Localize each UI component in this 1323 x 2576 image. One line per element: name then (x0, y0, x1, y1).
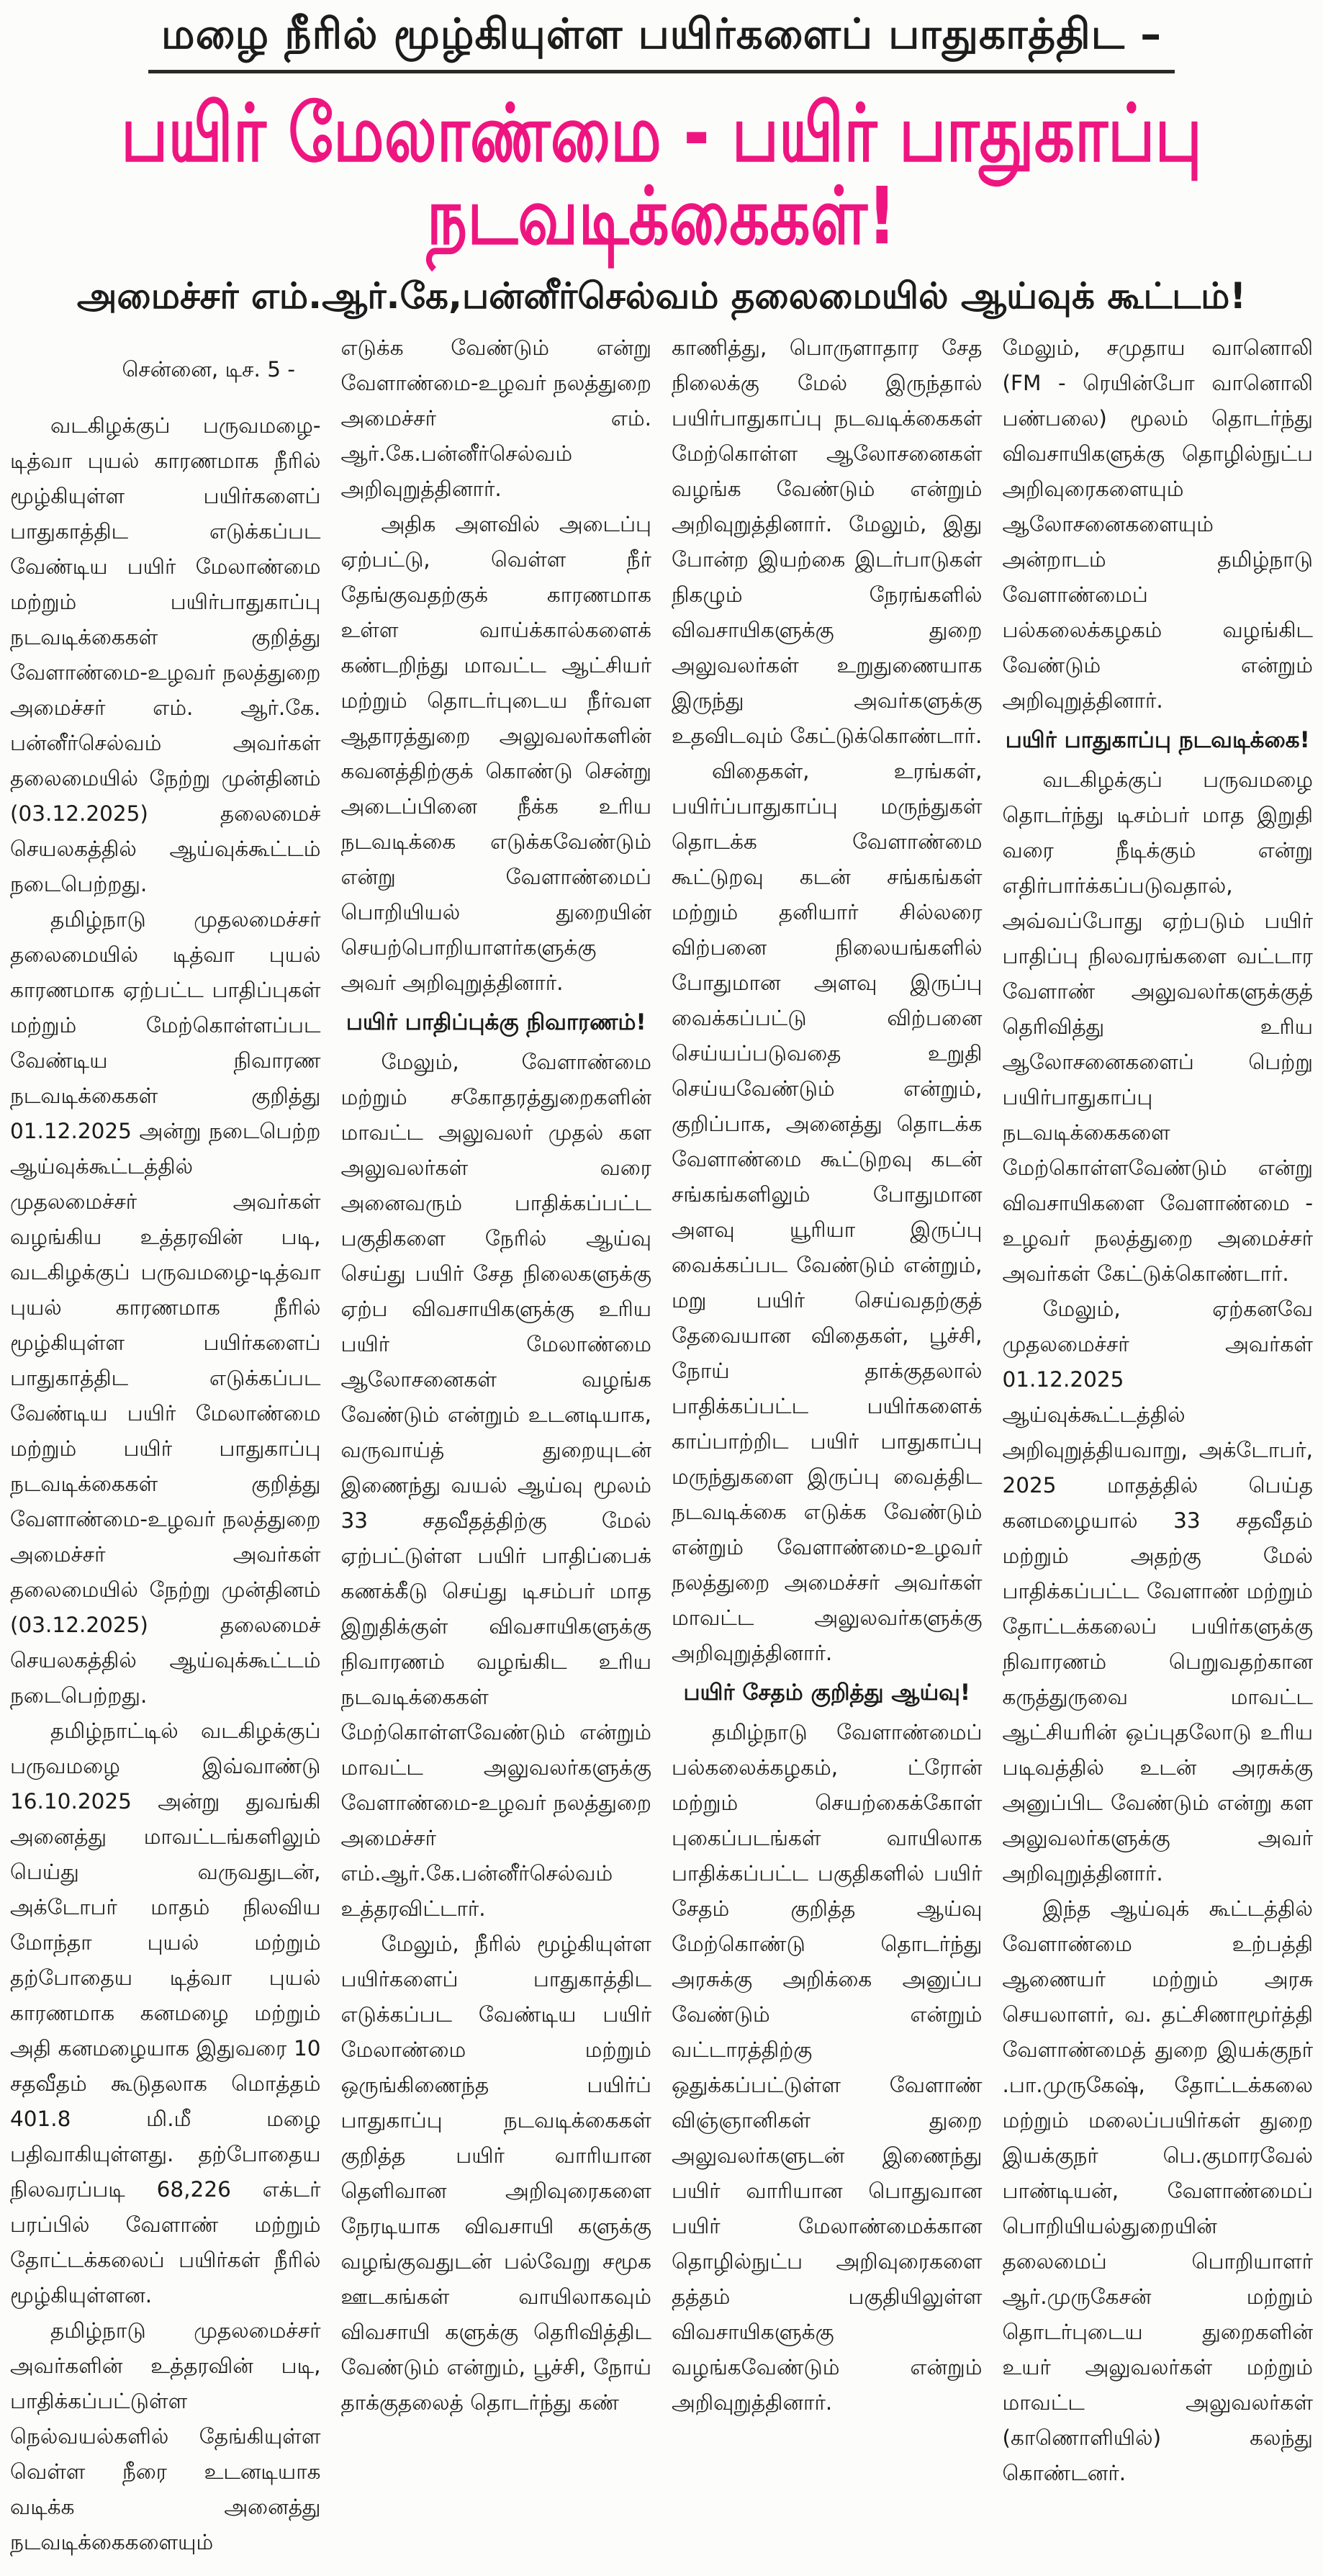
kicker-headline (0, 10, 1323, 73)
dateline: சென்னை, டிச. 5 - (122, 356, 296, 382)
article-paragraph: தமிழ்நாட்டில் வடகிழக்குப் பருவமழை இவ்வாண்டு 16.10.2025 அன்று துவங்கி அனைத்து மாவட்டங்களிலும் பெய்து வருவதுடன், அக்டோபர் மாதம் நிலவிய மோந்தா புயல் மற்றும் தற்போதைய டித்வா புயல் காரணமாக கனமழை மற்றும் அதி கனமழையாக இதுவரை 10 சதவீதம் கூடுதலாக மொத்தம் 401.8 மி.மீ மழை பதிவாகியுள்ளது. தற்போதைய நிலவரப்படி 68,226 எக்டர் பரப்பில் வேளாண் மற்றும் தோட்டக்கலைப் பயிர்கள் நீரில் மூழ்கியுள்ளன. (10, 1719, 321, 2308)
article-paragraph: வடகிழக்குப் பருவமழை தொடர்ந்து டிசம்பர் மாத இறுதி வரை நீடிக்கும் என்று எதிர்பார்க்கப்படுவதால், அவ்வப்போது ஏற்படும் பயிர் பாதிப்பு நிலவரங்களை வட்டார வேளாண் அலுவலர்களுக்குத் தெரிவித்து உரிய ஆலோசனைகளைப் பெற்று பயிர்பாதுகாப்பு நடவடிக்கைகளை மேற்கொள்ளவேண்டும் என்று விவசாயிகளை வேளாண்மை - உழவர் நலத்துறை அமைச்சர் அவர்கள் கேட்டுக்கொண்டார். (1002, 767, 1313, 1287)
main-headline: பயிர் மேலாண்மை - பயிர் பாதுகாப்பு நடவடிக்கைகள்! (120, 86, 1202, 263)
article-paragraph: மேலும், நீரில் மூழ்கியுள்ள பயிர்களைப் பாதுகாத்திட எடுக்கப்பட வேண்டிய பயிர் மேலாண்மை மற்றும் ஒருங்கிணைந்த பயிர்ப் பாதுகாப்பு நடவடிக்கைகள் குறித்த பயிர் வாரியான தெளிவான அறிவுரைகளை நேரடியாக விவசாயி களுக்கு வழங்குவதுடன் பல்வேறு சமூக ஊடகங்கள் வாயிலாகவும் விவசாயி களுக்கு தெரிவித்திட வேண்டும் என்றும், பூச்சி, நோய் தாக்குதலைத் தொடர்ந்து கண் (340, 1932, 651, 2415)
article-paragraph: மேலும், சமுதாய வானொலி (FM - ரெயின்போ வானொலி பண்பலை) மூலம் தொடர்ந்து விவசாயிகளுக்கு தொழில்நுட்ப அறிவுரைகளையும் ஆலோசனைகளையும் அன்றாடம் தமிழ்நாடு வேளாண்மைப் பல்கலைக்கழகம் வழங்கிட வேண்டும் என்றும் அறிவுறுத்தினார். (1002, 335, 1313, 713)
masthead (0, 0, 1323, 316)
section-subheading: பயிர் பாதிப்புக்கு நிவாரணம்! (346, 1009, 646, 1036)
article-paragraph: தமிழ்நாடு வேளாண்மைப் பல்கலைக்கழகம், ட்ரோன் மற்றும் செயற்கைக்கோள் புகைப்படங்கள் வாயிலாக பாதிக்கப்பட்ட பகுதிகளில் பயிர் சேதம் குறித்த ஆய்வு மேற்கொண்டு தொடர்ந்து அரசுக்கு அறிக்கை அனுப்ப வேண்டும் என்றும் வட்டாரத்திற்கு ஒதுக்கப்பட்டுள்ள வேளாண் விஞ்ஞானிகள் துறை அலுவலர்களுடன் இணைந்து பயிர் வாரியான பொதுவான பயிர் மேலாண்மைக்கான தொழில்நுட்ப அறிவுரைகளை தத்தம் பகுதியிலுள்ள விவசாயிகளுக்கு வழங்கவேண்டும் என்றும் அறிவுறுத்தினார். (672, 1720, 983, 2415)
article-paragraph: தமிழ்நாடு முதலமைச்சர் தலைமையில் டித்வா புயல் காரணமாக ஏற்பட்ட பாதிப்புகள் மற்றும் மேற்கொள்ளப்பட வேண்டிய நிவாரண நடவடிக்கைகள் குறித்து 01.12.2025 அன்று நடைபெற்ற ஆய்வுக்கூட்டத்தில் முதலமைச்சர் அவர்கள் வழங்கிய உத்தரவின் படி, வடகிழக்குப் பருவமழை-டித்வா புயல் காரணமாக நீரில் மூழ்கியுள்ள பயிர்களைப் பாதுகாத்திட எடுக்கப்பட வேண்டிய பயிர் மேலாண்மை மற்றும் பயிர் பாதுகாப்பு நடவடிக்கைகள் குறித்து வேளாண்மை-உழவர் நலத்துறை அமைச்சர் அவர்கள் தலைமையில் நேற்று முன்தினம் (03.12.2025) தலைமைச் செயலகத்தில் ஆய்வுக்கூட்டம் நடைபெற்றது. (10, 907, 321, 1708)
article-paragraph: மேலும், ஏற்கனவே முதலமைச்சர் அவர்கள் 01.12.2025 ஆய்வுக்கூட்டத்தில் அறிவுறுத்தியவாறு, அக்டோபர், 2025 மாதத்தில் பெய்த கனமழையால் 33 சதவீதம் மற்றும் அதற்கு மேல் பாதிக்கப்பட்ட வேளாண் மற்றும் தோட்டக்கலைப் பயிர்களுக்கு நிவாரணம் பெறுவதற்கான கருத்துருவை மாவட்ட ஆட்சியரின் ஒப்புதலோடு உரிய படிவத்தில் உடன் அரசுக்கு அனுப்பிட வேண்டும் என்று கள அலுவலர்களுக்கு அவர் அறிவுறுத்தினார். (1002, 1297, 1313, 1886)
article-column (1003, 330, 1314, 2576)
article-paragraph: வடகிழக்குப் பருவமழை-டித்வா புயல் காரணமாக நீரில் மூழ்கியுள்ள பயிர்களைப் பாதுகாத்திட எடுக்கப்பட வேண்டிய பயிர் மேலாண்மை மற்றும் பயிர்பாதுகாப்பு நடவடிக்கைகள் குறித்து வேளாண்மை-உழவர் நலத்துறை அமைச்சர் எம். ஆர்.கே. பன்னீர்செல்வம் அவர்கள் தலைமையில் நேற்று முன்தினம் (03.12.2025) தலைமைச் செயலகத்தில் ஆய்வுக்கூட்டம் நடைபெற்றது. (10, 413, 321, 897)
article-paragraph: அதிக அளவில் அடைப்பு ஏற்பட்டு, வெள்ள நீர் தேங்குவதற்குக் காரணமாக உள்ள வாய்க்கால்களைக் கண்டறிந்து மாவட்ட ஆட்சியர் மற்றும் தொடர்புடைய நீர்வள ஆதாரத்துறை அலுவலர்களின் கவனத்திற்குக் கொண்டு சென்று அடைப்பினை நீக்க உரிய நடவடிக்கை எடுக்கவேண்டும் என்று வேளாண்மைப் பொறியியல் துறையின் செயற்பொறியாளர்களுக்கு அவர் அறிவுறுத்தினார். (340, 512, 651, 996)
article-body (0, 316, 1323, 2576)
article-paragraph: இந்த ஆய்வுக் கூட்டத்தில் வேளாண்மை உற்பத்தி ஆணையர் மற்றும் அரசு செயலாளர், வ. தட்சிணாமூர்த்தி வேளாண்மைத் துறை இயக்குநர் .பா.முருகேஷ், தோட்டக்கலை மற்றும் மலைப்பயிர்கள் துறை இயக்குநர் பெ.குமாரவேல் பாண்டியன், வேளாண்மைப் பொறியியல்துறையின் தலைமைப் பொறியாளர் ஆர்.முருகேசன் மற்றும் தொடர்புடைய துறைகளின் உயர் அலுவலர்கள் மற்றும் மாவட்ட அலுவலர்கள் (காணொளியில்) கலந்து கொண்டனர். (1002, 1896, 1313, 2486)
article-paragraph: விதைகள், உரங்கள், பயிர்ப்பாதுகாப்பு மருந்துகள் தொடக்க வேளாண்மை கூட்டுறவு கடன் சங்கங்கள் மற்றும் தனியார் சில்லரை விற்பனை நிலையங்களில் போதுமான அளவு இருப்பு வைக்கப்பட்டு விற்பனை செய்யப்படுவதை உறுதி செய்யவேண்டும் என்றும், குறிப்பாக, அனைத்து தொடக்க வேளாண்மை கூட்டுறவு கடன் சங்கங்களிலும் போதுமான அளவு யூரியா இருப்பு வைக்கப்பட வேண்டும் என்றும், மறு பயிர் செய்வதற்குத் தேவையான விதைகள், பூச்சி, நோய் தாக்குதலால் பாதிக்கப்பட்ட பயிர்களைக் காப்பாற்றிட பயிர் பாதுகாப்பு மருந்துகளை இருப்பு வைத்திட நடவடிக்கை எடுக்க வேண்டும் என்றும் வேளாண்மை-உழவர் நலத்துறை அமைச்சர் அவர்கள் மாவட்ட அலுலவர்களுக்கு அறிவுறுத்தினார். (672, 759, 983, 1666)
article-column (10, 330, 321, 2576)
sub-headline: அமைச்சர் எம்.ஆர்.கே,பன்னீர்செல்வம் தலைமையில் ஆய்வுக் கூட்டம்! (76, 275, 1247, 318)
article-paragraph: தமிழ்நாடு முதலமைச்சர் அவர்களின் உத்தரவின் படி, பாதிக்கப்பட்டுள்ள நெல்வயல்களில் தேங்கியுள்ள வெள்ள நீரை உடனடியாக வடிக்க அனைத்து நடவடிக்கைகளையும் (10, 2318, 321, 2555)
section-subheading: பயிர் பாதுகாப்பு நடவடிக்கை! (1005, 727, 1310, 754)
article-paragraph: எடுக்க வேண்டும் என்று வேளாண்மை-உழவர் நலத்துறை அமைச்சர் எம். ஆர்.கே.பன்னீர்செல்வம் அறிவுறுத்தினார். (340, 335, 651, 502)
article-paragraph: காணித்து, பொருளாதார சேத நிலைக்கு மேல் இருந்தால் பயிர்பாதுகாப்பு நடவடிக்கைகள் மேற்கொள்ள ஆலோசனைகள் வழங்க வேண்டும் என்றும் அறிவுறுத்தினார். மேலும், இது போன்ற இயற்கை இடர்பாடுகள் நிகழும் நேரங்களில் விவசாயிகளுக்கு துறை அலுவலர்கள் உறுதுணையாக இருந்து அவர்களுக்கு உதவிடவும் கேட்டுக்கொண்டார். (672, 335, 983, 749)
article-paragraph: மேலும், வேளாண்மை மற்றும் சகோதரத்துறைகளின் மாவட்ட அலுவலர் முதல் கள அலுவலர்கள் வரை அனைவரும் பாதிக்கப்பட்ட பகுதிகளை நேரில் ஆய்வு செய்து பயிர் சேத நிலைகளுக்கு ஏற்ப விவசாயிகளுக்கு உரிய பயிர் மேலாண்மை ஆலோசனைகள் வழங்க வேண்டும் என்றும் உடனடியாக, வருவாய்த் துறையுடன் இணைந்து வயல் ஆய்வு மூலம் 33 சதவீதத்திற்கு மேல் ஏற்பட்டுள்ள பயிர் பாதிப்பைக் கணக்கீடு செய்து டிசம்பர் மாத இறுதிக்குள் விவசாயிகளுக்கு நிவாரணம் வழங்கிட உரிய நடவடிக்கைகள் மேற்கொள்ளவேண்டும் என்றும் மாவட்ட அலுவலர்களுக்கு வேளாண்மை-உழவர் நலத்துறை அமைச்சர் எம்.ஆர்.கே.பன்னீர்செல்வம் உத்தரவிட்டார். (340, 1050, 651, 1922)
section-subheading: பயிர் சேதம் குறித்து ஆய்வு! (683, 1680, 970, 1706)
article-column (341, 330, 652, 2576)
article-column (672, 330, 983, 2576)
kicker-text: மழை நீரில் மூழ்கியுள்ள பயிர்களைப் பாதுகாத்திட – (148, 10, 1175, 73)
